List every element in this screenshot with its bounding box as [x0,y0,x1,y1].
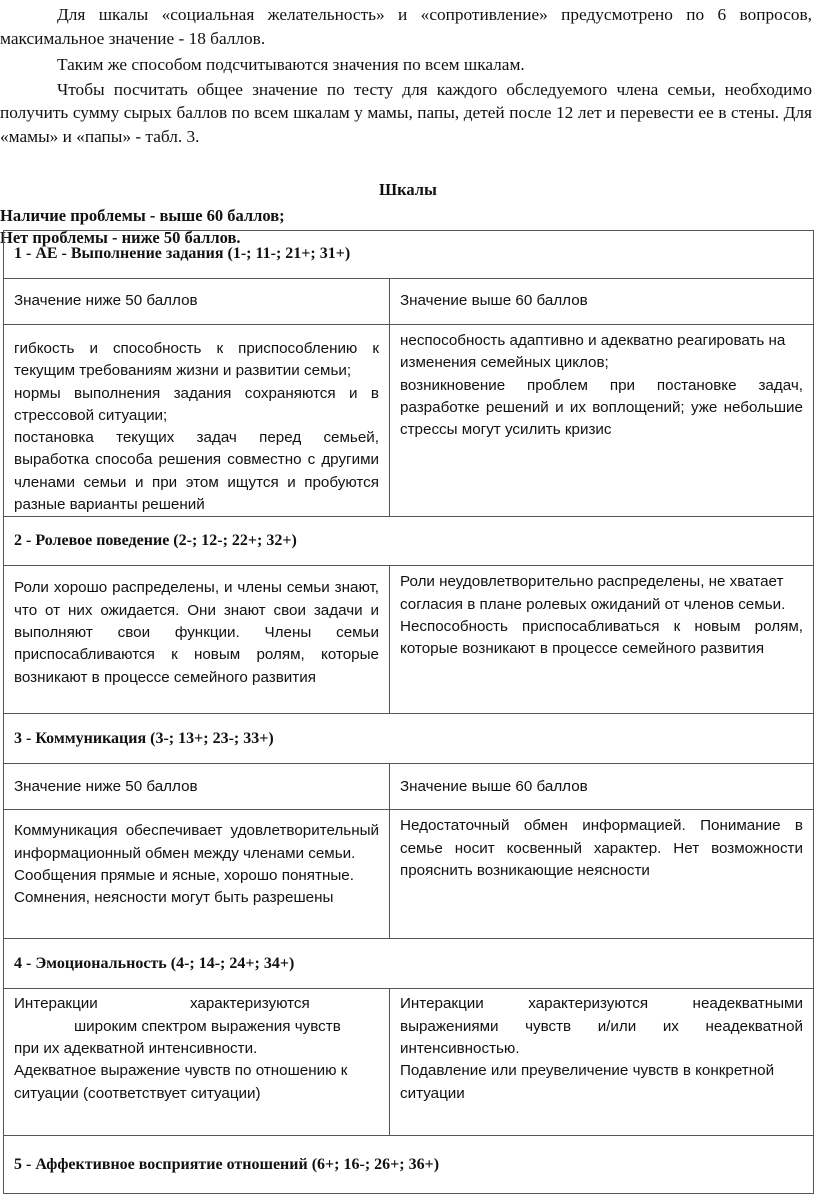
scales-table [3,230,814,1194]
table-row [4,566,814,714]
table-row [4,989,814,1136]
list-item: нормы выполнения задания сохраняются и в стрессовой ситуации; [14,384,379,424]
list-item: Адекватное выражение чувств по отношению к ситуации (соответствует ситуации) [14,1062,348,1102]
table-row [4,517,814,566]
scale-3-low-cell [4,810,390,939]
table-row [4,325,814,517]
table-row [4,810,814,939]
scale-1-low-header: Значение ниже 50 баллов [4,279,390,325]
scale-3-high-header: Значение выше 60 баллов [390,764,814,810]
table-row [4,939,814,989]
list-item: Неспособность приспосабливаться к новым ролям, которые возникают в процессе семейного развития [400,617,803,658]
scale-3-low-header: Значение ниже 50 баллов [4,764,390,810]
criteria-no-problem: Нет проблемы - ниже 50 баллов. [0,228,241,247]
table-row [4,714,814,764]
criteria-problem: Наличие проблемы - выше 60 баллов; [0,206,285,225]
list-item: Сообщения прямые и ясные, хорошо понятные. [14,866,354,884]
scale-2-low-cell: Роли хорошо распределены, и члены семьи знают, что от них ожидается. Они знают свои задачи и выполняют свои функции. Члены семьи приспосабливаются к новым ролям, которые возникают в процессе семейного развития [4,566,390,714]
list-item: гибкость и способность к приспособлению к текущим требованиям жизни и развитии семьи; [14,340,379,380]
list-item: постановка текущих задач перед семьей, выработка способа решения совместно с другими членами семьи и при этом ищутся и пробуются разные варианты решений [14,429,379,514]
table-row [4,764,814,810]
scale-4-high-cell [390,989,814,1136]
scale-1-high-cell [390,325,814,517]
list-item: при их адекватной интенсивности. [14,1039,258,1057]
list-item: Интеракции характеризуются [14,995,310,1013]
list-item: Роли неудовлетворительно распределены, не хватает согласия в плане ролевых ожиданий от членов семьи. [400,573,786,613]
scale-2-title: 2 - Ролевое поведение (2-; 12-; 22+; 32+) [4,517,814,566]
scale-2-high-cell [390,566,814,714]
scale-4-title: 4 - Эмоциональность (4-; 14-; 24+; 34+) [4,939,814,989]
scale-5-title: 5 - Аффективное восприятие отношений (6+; 16-; 26+; 36+) [4,1136,814,1194]
intro-paragraph-2: Таким же способом подсчитываются значения по всем шкалам. [57,55,525,74]
scale-3-high-cell: Недостаточный обмен информацией. Понимание в семье носит косвенный характер. Нет возможности прояснить возникающие неясности [390,810,814,939]
scale-1-title: 1 - АЕ - Выполнение задания (1-; 11-; 21+; 31+) [4,231,814,279]
intro-paragraph-3: Чтобы посчитать общее значение по тесту для каждого обследуемого члена семьи, необходимо получить сумму сырых баллов по всем шкалам у мамы, папы, детей после 12 лет и перевести ее в стены. Для «мамы» и «папы» - табл. 3. [0,79,812,146]
table-row [4,231,814,279]
list-item: Подавление или преувеличение чувств в конкретной ситуации [400,1062,775,1102]
intro-paragraph-1: Для шкалы «социальная желательность» и «сопротивление» предусмотрено по 6 вопросов, максимальное значение - 18 баллов. [0,5,812,48]
scale-4-low-cell [4,989,390,1136]
list-item: Коммуникация обеспечивает удовлетворительный информационный обмен между членами семьи. [14,822,379,862]
scale-3-title: 3 - Коммуникация (3-; 13+; 23-; 33+) [4,714,814,764]
document-page [0,0,816,249]
section-heading: Шкалы [379,180,437,199]
list-item: возникновение проблем при постановке задач, разработке решений и их воплощений; уже небольшие стрессы могут усилить кризис [400,376,803,439]
scale-1-low-cell [4,325,390,517]
table-row [4,279,814,325]
list-item: Сомнения, неясности могут быть разрешены [14,889,334,907]
list-item: Интеракции характеризуются неадекватными выражениями чувств и/или их неадекватной интенсивностью. [400,995,803,1057]
list-item: широким спектром выражения чувств [74,1017,341,1035]
list-item: неспособность адаптивно и адекватно реагировать на изменения семейных циклов; [400,332,786,372]
scale-1-high-header: Значение выше 60 баллов [390,279,814,325]
table-row [4,1136,814,1194]
